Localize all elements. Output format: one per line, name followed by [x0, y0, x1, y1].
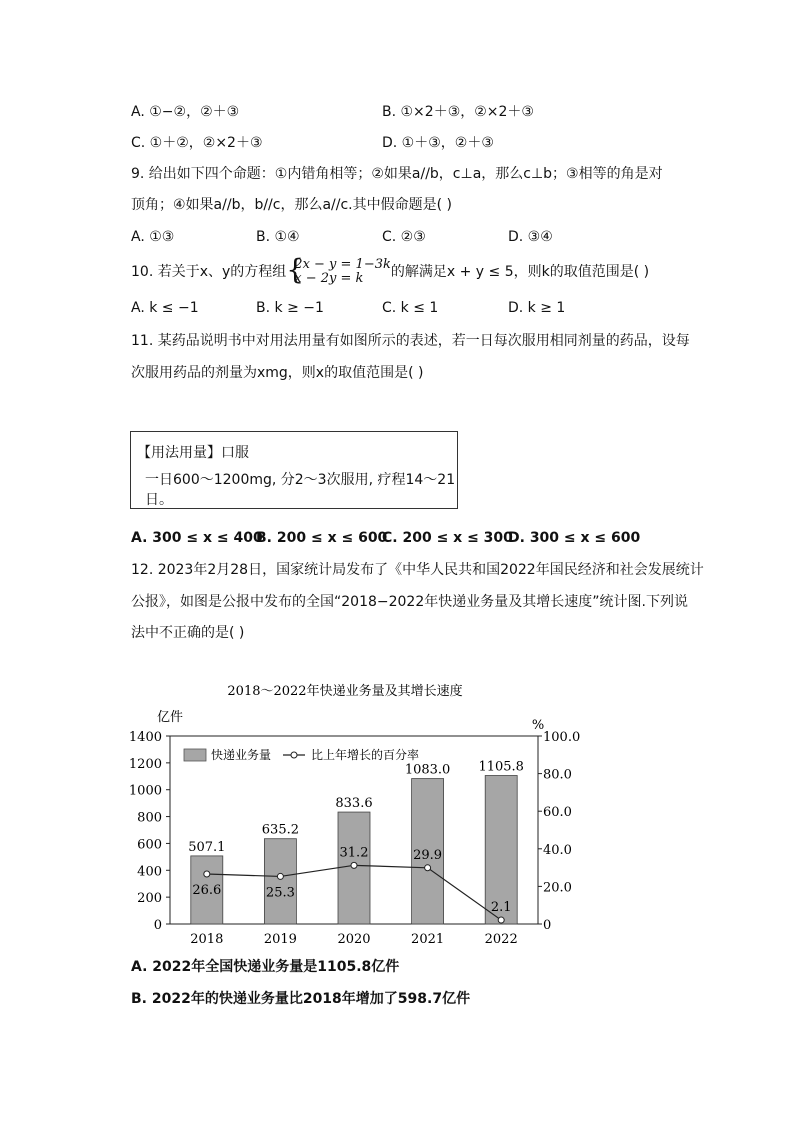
dosage-box-heading: 【用法用量】口服 — [137, 445, 249, 461]
q11-option-b[interactable]: B. 200 ≤ x ≤ 600 — [256, 530, 388, 546]
q9-option-b[interactable]: B. ①④ — [256, 229, 300, 245]
bar — [264, 839, 296, 924]
q9-stem-line2: 顶角；④如果a//b，b//c，那么a//c.其中假命题是( ) — [131, 197, 453, 213]
dosage-box-text: 一日600～1200mg, 分2～3次服用, 疗程14～21日。 — [145, 472, 456, 508]
q10-stem — [131, 253, 650, 286]
q8-option-d[interactable]: D. ①＋③，②＋③ — [382, 135, 494, 151]
q12-option-b[interactable]: B. 2022年的快递业务量比2018年增加了598.7亿件 — [131, 991, 471, 1007]
legend-line-marker — [291, 752, 297, 758]
q10-eq2: x − 2y = k — [294, 271, 364, 286]
left-tick-label: 1000 — [128, 783, 162, 799]
q10-prefix: 10. 若关于x、y的方程组 — [131, 264, 287, 280]
q9-stem-line1: 9. 给出如下四个命题：①内错角相等；②如果a//b，c⊥a，那么c⊥b；③相等的角是对 — [131, 166, 663, 182]
growth-rate-point — [277, 873, 283, 879]
chart-plot-area — [129, 730, 580, 947]
left-axis-unit: 亿件 — [156, 710, 184, 725]
q8-option-c[interactable]: C. ①＋②，②×2＋③ — [131, 135, 263, 151]
growth-rate-label: 25.3 — [265, 885, 295, 901]
bar-value-label: 635.2 — [261, 822, 300, 838]
bar-value-label: 1083.0 — [404, 762, 451, 778]
q12-stem-line2: 公报》，如图是公报中发布的全国“2018−2022年快递业务量及其增长速度”统计图.下列说 — [131, 594, 688, 610]
growth-rate-point — [204, 871, 210, 877]
bar-value-label: 833.6 — [335, 796, 373, 812]
dosage-instruction-box — [130, 431, 458, 509]
chart-title: 2018～2022年快递业务量及其增长速度 — [227, 684, 463, 699]
legend-bar-label: 快递业务量 — [211, 748, 272, 762]
left-tick-label: 1400 — [128, 730, 162, 745]
right-tick-label: 100.0 — [543, 730, 581, 745]
q10-option-b[interactable]: B. k ≥ −1 — [256, 300, 324, 316]
q10-option-d[interactable]: D. k ≥ 1 — [508, 300, 566, 316]
q9-option-c[interactable]: C. ②③ — [382, 229, 426, 245]
x-tick-label: 2019 — [263, 932, 297, 947]
growth-rate-point — [498, 917, 504, 923]
equation-system — [286, 253, 391, 286]
q10-eq1: 2x − y = 1−3k — [294, 257, 391, 272]
q10-suffix: 的解满足x + y ≤ 5，则k的取值范围是( ) — [390, 264, 650, 280]
legend-bar-swatch — [184, 749, 206, 761]
right-tick-label: 20.0 — [543, 880, 572, 896]
q11-option-c[interactable]: C. 200 ≤ x ≤ 300 — [382, 530, 513, 546]
q9-option-a[interactable]: A. ①③ — [131, 229, 175, 245]
bar-value-label: 507.1 — [188, 839, 226, 855]
right-tick-label: 60.0 — [543, 805, 572, 821]
q11-stem-line1: 11. 某药品说明书中对用法用量有如图所示的表述，若一日每次服用相同剂量的药品，设每 — [131, 333, 690, 349]
q8-option-b[interactable]: B. ①×2＋③，②×2＋③ — [382, 104, 534, 120]
q11-option-a[interactable]: A. 300 ≤ x ≤ 400 — [131, 530, 263, 546]
q10-option-c[interactable]: C. k ≤ 1 — [382, 300, 439, 316]
growth-rate-label: 2.1 — [490, 900, 512, 916]
left-tick-label: 1200 — [128, 756, 162, 772]
left-tick-label: 400 — [137, 864, 162, 880]
legend-line-label: 比上年增长的百分率 — [311, 748, 420, 762]
q12-stem-line3: 法中不正确的是( ) — [131, 625, 245, 641]
bar-value-label: 1105.8 — [478, 759, 524, 775]
right-tick-label: 80.0 — [543, 767, 572, 783]
q8-option-a[interactable]: A. ①−②，②＋③ — [131, 104, 240, 120]
right-axis-unit: % — [531, 718, 545, 733]
express-delivery-chart — [0, 670, 794, 970]
growth-rate-point — [425, 865, 431, 871]
growth-rate-label: 29.9 — [413, 847, 443, 863]
q11-stem-line2: 次服用药品的剂量为xmg，则x的取值范围是( ) — [131, 365, 424, 381]
left-tick-label: 200 — [137, 891, 162, 907]
left-tick-label: 800 — [137, 810, 162, 826]
growth-rate-point — [351, 862, 357, 868]
q12-stem-line1: 12. 2023年2月28日，国家统计局发布了《中华人民共和国2022年国民经济和社会发展统计 — [131, 562, 704, 578]
right-tick-label: 40.0 — [543, 842, 572, 858]
chart-legend — [184, 747, 419, 762]
q9-option-d[interactable]: D. ③④ — [508, 229, 553, 245]
x-tick-label: 2020 — [337, 932, 371, 947]
q10-option-a[interactable]: A. k ≤ −1 — [131, 300, 199, 316]
q11-option-d[interactable]: D. 300 ≤ x ≤ 600 — [508, 530, 641, 546]
growth-rate-label: 31.2 — [339, 845, 369, 861]
x-tick-label: 2022 — [484, 932, 518, 947]
x-tick-label: 2021 — [411, 932, 445, 947]
growth-rate-label: 26.6 — [192, 882, 222, 898]
brace-glyph: { — [286, 253, 305, 286]
left-tick-label: 0 — [153, 918, 162, 933]
left-tick-label: 600 — [137, 837, 162, 853]
right-tick-label: 0 — [543, 918, 552, 933]
q12-option-a[interactable]: A. 2022年全国快递业务量是1105.8亿件 — [131, 959, 400, 975]
x-tick-label: 2018 — [190, 932, 224, 947]
